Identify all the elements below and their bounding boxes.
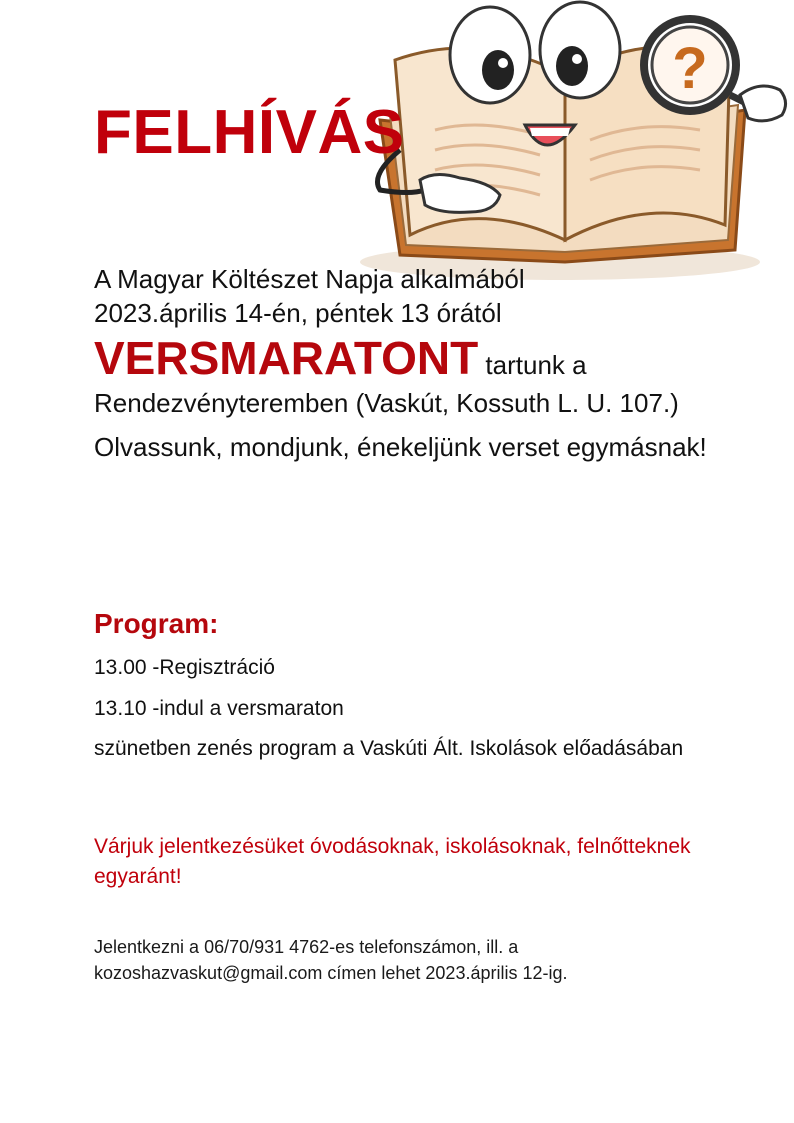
page-title: FELHÍVÁS bbox=[94, 98, 405, 167]
intro-line-venue: Rendezvényteremben (Vaskút, Kossuth L. U. 107.) bbox=[94, 388, 679, 418]
svg-text:?: ? bbox=[672, 36, 708, 101]
contact-text: Jelentkezni a 06/70/931 4762-es telefonszámon, ill. a kozoshazvaskut@gmail.com címen lehet 2023.április 12-ig. bbox=[94, 937, 568, 983]
program-section bbox=[94, 606, 714, 775]
program-item: 13.00 -Regisztráció bbox=[94, 656, 275, 679]
event-highlight-tail: tartunk a bbox=[478, 350, 587, 380]
event-highlight: VERSMARATONT bbox=[94, 332, 479, 384]
intro-line-invitation: Olvassunk, mondjunk, énekeljünk verset egymásnak! bbox=[94, 432, 707, 462]
cartoon-book-icon bbox=[340, 0, 794, 290]
program-heading: Program: bbox=[94, 608, 219, 639]
invite-text: Várjuk jelentkezésüket óvodásoknak, iskolásoknak, felnőtteknek egyaránt! bbox=[94, 835, 691, 888]
intro-block bbox=[94, 262, 714, 464]
intro-line-event bbox=[94, 330, 714, 386]
intro-line-occasion: A Magyar Költészet Napja alkalmából bbox=[94, 264, 525, 294]
program-item: 13.10 -indul a versmaraton bbox=[94, 697, 344, 720]
intro-line-date: 2023.április 14-én, péntek 13 órától bbox=[94, 298, 502, 328]
program-item: szünetben zenés program a Vaskúti Ált. Iskolások előadásában bbox=[94, 737, 684, 760]
